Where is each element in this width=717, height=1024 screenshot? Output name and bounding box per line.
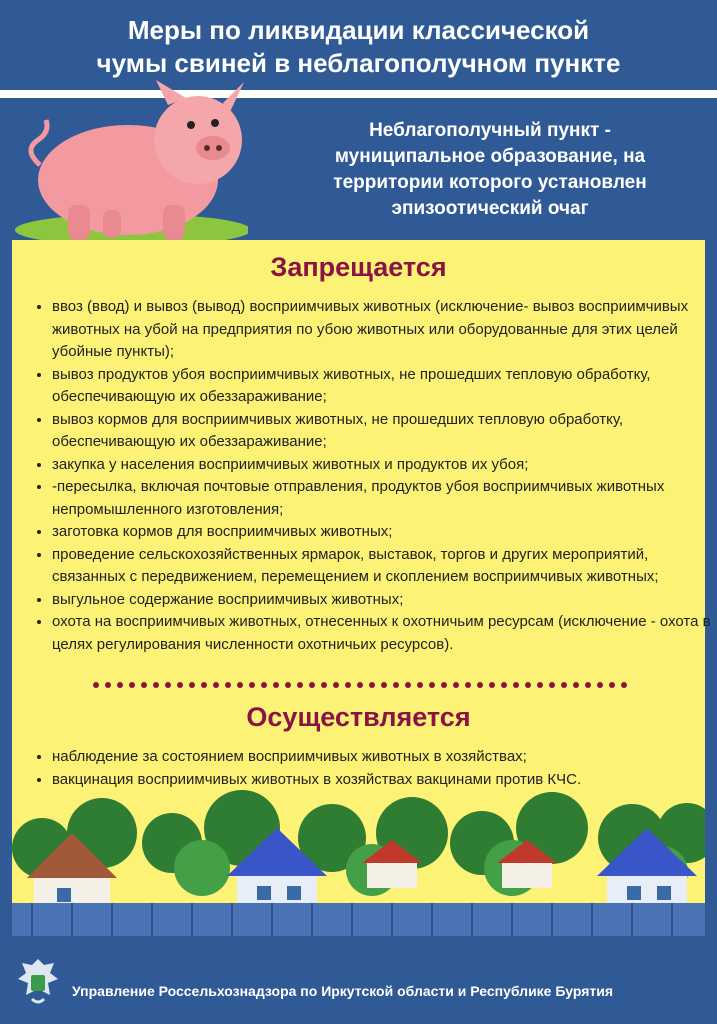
footer-text: Управление Россельхознадзора по Иркутской области и Республике Бурятия bbox=[72, 983, 614, 999]
list-item: • закупка у населения восприимчивых животных и продуктов их убоя; bbox=[52, 454, 712, 477]
pig-illustration bbox=[8, 70, 248, 245]
list-item: • охота на восприимчивых животных, отнесенных к охотничьим ресурсам (исключение - охота в целях регулирования численности охотничьих ресурсов). bbox=[52, 611, 712, 656]
forbidden-list bbox=[34, 296, 712, 656]
performed-heading: Осуществляется bbox=[246, 702, 471, 732]
list-item: • проведение сельскохозяйственных ярмарок, выставок, торгов и других мероприятий, связанных с передвижением, перемещением и скоплением восприимчивых животных; bbox=[52, 544, 712, 589]
content-panel bbox=[12, 240, 711, 936]
rosselkhoznadzor-emblem-icon bbox=[14, 955, 62, 1007]
list-item: • заготовка кормов для восприимчивых животных; bbox=[52, 521, 712, 544]
subtitle bbox=[290, 118, 690, 222]
list-item: • -пересылка, включая почтовые отправления, продуктов убоя восприимчивых животных непромышленного изготовления; bbox=[52, 476, 712, 521]
subtitle-line-4: эпизоотический очаг bbox=[391, 198, 589, 219]
title-line-2: чумы свиней в неблагополучном пункте bbox=[96, 48, 621, 78]
title-line-1: Меры по ликвидации классической bbox=[127, 15, 590, 45]
list-item: • наблюдение за состоянием восприимчивых животных в хозяйствах; bbox=[52, 746, 712, 769]
forbidden-heading: Запрещается bbox=[270, 252, 447, 282]
subtitle-line-2: муниципальное образование, на bbox=[334, 146, 646, 167]
list-item: • выгульное содержание восприимчивых животных; bbox=[52, 589, 712, 612]
list-item: • вывоз продуктов убоя восприимчивых животных, не прошедших тепловую обработку, обеспечивающую их обеззараживание; bbox=[52, 364, 712, 409]
village-illustration bbox=[12, 788, 705, 936]
subtitle-line-1: Неблагополучный пункт - bbox=[369, 120, 611, 141]
performed-list bbox=[34, 746, 712, 791]
subtitle-line-3: территории которого установлен bbox=[333, 172, 647, 193]
list-item: • вакцинация восприимчивых животных в хозяйствах вакцинами против КЧС. bbox=[52, 769, 712, 792]
dotted-divider bbox=[90, 680, 630, 690]
list-item: • вывоз кормов для восприимчивых животных, не прошедших тепловую обработку, обеспечивающую их обеззараживание; bbox=[52, 409, 712, 454]
list-item: • ввоз (ввод) и вывоз (вывод) восприимчивых животных (исключение- вывоз восприимчивых животных на убой на предприятия по убою животных или оборудованные для этих целей убойные пункты); bbox=[52, 296, 712, 364]
